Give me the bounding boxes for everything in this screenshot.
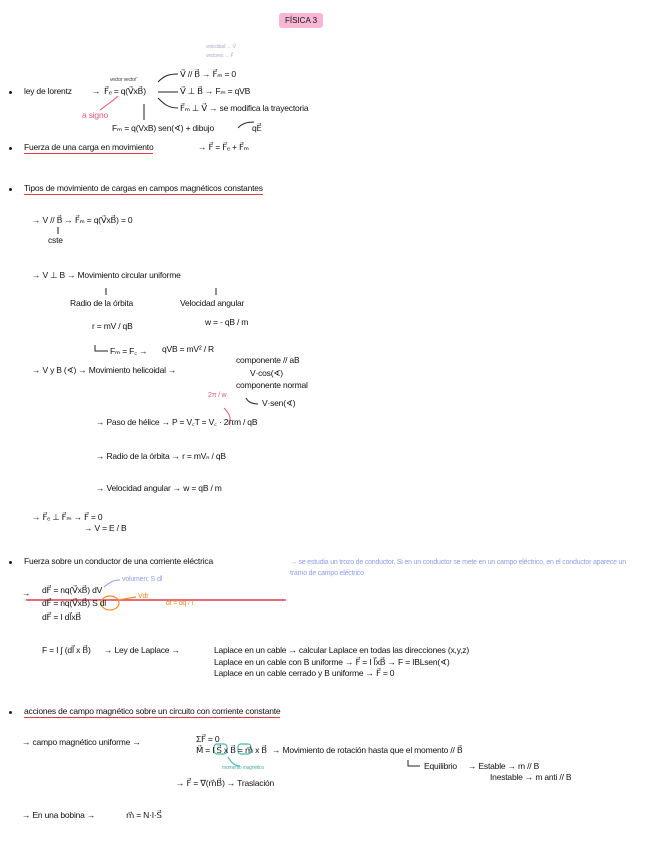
bullet-dot [9, 147, 12, 150]
force-gradient: → F⃗ = ∇(m⃗B⃗) → Traslación [176, 778, 275, 788]
sum-forces: ΣF⃗ = 0 [196, 734, 220, 744]
rotacion: → Movimiento de rotación hasta que el momento // B⃗ [272, 745, 463, 755]
laplace-integral: F = I ∫ (dl⃗ x B⃗) [42, 645, 91, 655]
componente-paralela: componente // aB [236, 355, 300, 365]
case-parallel: V⃗ // B⃗ → F⃗ₘ = 0 [180, 69, 236, 79]
angle-case: → V y B (∢) → Movimiento helicoidal → [32, 365, 177, 375]
tipos-heading: Tipos de movimiento de cargas en campos magnéticos constantes [24, 183, 263, 193]
bullet-dot [9, 561, 12, 564]
perp-case: → V ⊥ B → Movimiento circular uniforme [32, 270, 181, 280]
lorentz-label: ley de lorentz [24, 86, 72, 96]
arrow: → [92, 86, 101, 96]
modulus-equation: Fₘ = q(VxB) sen(∢) + dibujo [112, 123, 214, 133]
ley-laplace: → Ley de Laplace → [104, 645, 180, 655]
arrow: → [22, 588, 31, 598]
bullet-dot [9, 188, 12, 191]
velocidad-angular: → Velocidad angular → w = qB / m [96, 483, 222, 493]
bobina-moment: m⃗ = N·I·S⃗ [126, 810, 162, 820]
cste-label: cste [48, 235, 63, 245]
signo-note: a signo [82, 110, 109, 120]
carga-equation: → F⃗ = F⃗ₑ + F⃗ₘ [198, 142, 249, 152]
qe-term: qE⃗ [252, 123, 262, 133]
grey-note-2: vectores ↔ F⃗ [206, 53, 234, 59]
momento-note: momento magnético [222, 765, 264, 771]
radio-orbita: → Radio de la órbita → r = mVₙ / qB [96, 451, 226, 461]
grey-note-1: velocidad ↔ V⃗ [206, 44, 236, 50]
acciones-heading: acciones de campo magnético sobre un circuito con corriente constante [24, 706, 281, 716]
bobina: → En una bobina → [22, 810, 96, 820]
omega-equation: w = - qB / m [205, 317, 249, 327]
bullet-dot [9, 711, 12, 714]
paso-helice: → Paso de hélice → P = V꜀T = V꜀ · 2πm / qB [96, 417, 258, 427]
torque-equation: M⃗ = I S⃗ x B⃗ = m⃗ x B⃗ [196, 745, 267, 755]
velocidad-label: Velocidad angular [180, 298, 245, 308]
conductor-note: → se estudia un trozo de conductor. Si en un conductor se mete en un campo eléctrico, en el conductor aparece un tramo de campo eléctrico [290, 559, 626, 577]
radio-label: Radio de la órbita [70, 298, 134, 308]
laplace-cerrado: Laplace en un cable cerrado y B uniforme → F⃗ = 0 [214, 668, 395, 678]
laplace-b-uniforme: Laplace en un cable con B uniforme → F⃗ = I l⃗xB⃗ → F = IBLsen(∢) [214, 657, 450, 667]
bullet-dot [9, 91, 12, 94]
dt-equation: dt = dq / I [166, 600, 194, 607]
v-equation: → V = E / B [84, 523, 127, 533]
carga-heading: Fuerza de una carga en movimiento [24, 142, 154, 152]
df-equation-2: dF⃗ = nq(V⃗xB⃗) S dl [42, 598, 106, 608]
period-note: 2π / w [208, 392, 227, 399]
fm-fc: Fₘ = F꜀ → [110, 346, 148, 356]
radio-equation: r = mV / qB [92, 321, 133, 331]
df-equation-1: dF⃗ = nq(V⃗xB⃗) dV [42, 585, 103, 595]
case-perpendicular: V⃗ ⊥ B⃗ → Fₘ = qVB [180, 86, 251, 96]
case-trajectory: F⃗ₘ ⊥ V⃗ → se modifica la trayectoria [180, 103, 309, 113]
fe-fm-case: → F⃗ₑ ⊥ F⃗ₘ → F⃗ = 0 [32, 512, 103, 522]
equilibrio-label: Equilibrio [424, 761, 457, 771]
componente-normal: componente normal [236, 380, 308, 390]
estable: → Estable → m // B [468, 761, 540, 771]
inestable: Inestable → m anti // B [490, 772, 572, 782]
page-title: FÍSICA 3 [279, 13, 323, 28]
campo-uniforme: → campo magnético uniforme → [22, 737, 141, 747]
qvb-equation: qVB = mV² / R [162, 344, 214, 354]
conductor-heading: Fuerza sobre un conductor de una corriente eléctrica [24, 556, 213, 566]
volumen-note: volumen: S·dl [122, 576, 163, 583]
vsen: V·sen(∢) [262, 398, 296, 408]
df-equation-3: dF⃗ = I dl⃗xB⃗ [42, 612, 81, 622]
vector-note: vector vector ⃗ [110, 77, 138, 83]
vdt-note: Vdt [138, 593, 148, 600]
lorentz-equation: F⃗ₑ = q(V⃗xB⃗) [104, 86, 146, 96]
parallel-case: → V // B⃗ → F⃗ₘ = q(V⃗xB⃗) = 0 [32, 215, 133, 225]
laplace-cable: Laplace en un cable → calcular Laplace en todas las direcciones (x,y,z) [214, 645, 469, 655]
vcos: V·cos(∢) [250, 368, 283, 378]
